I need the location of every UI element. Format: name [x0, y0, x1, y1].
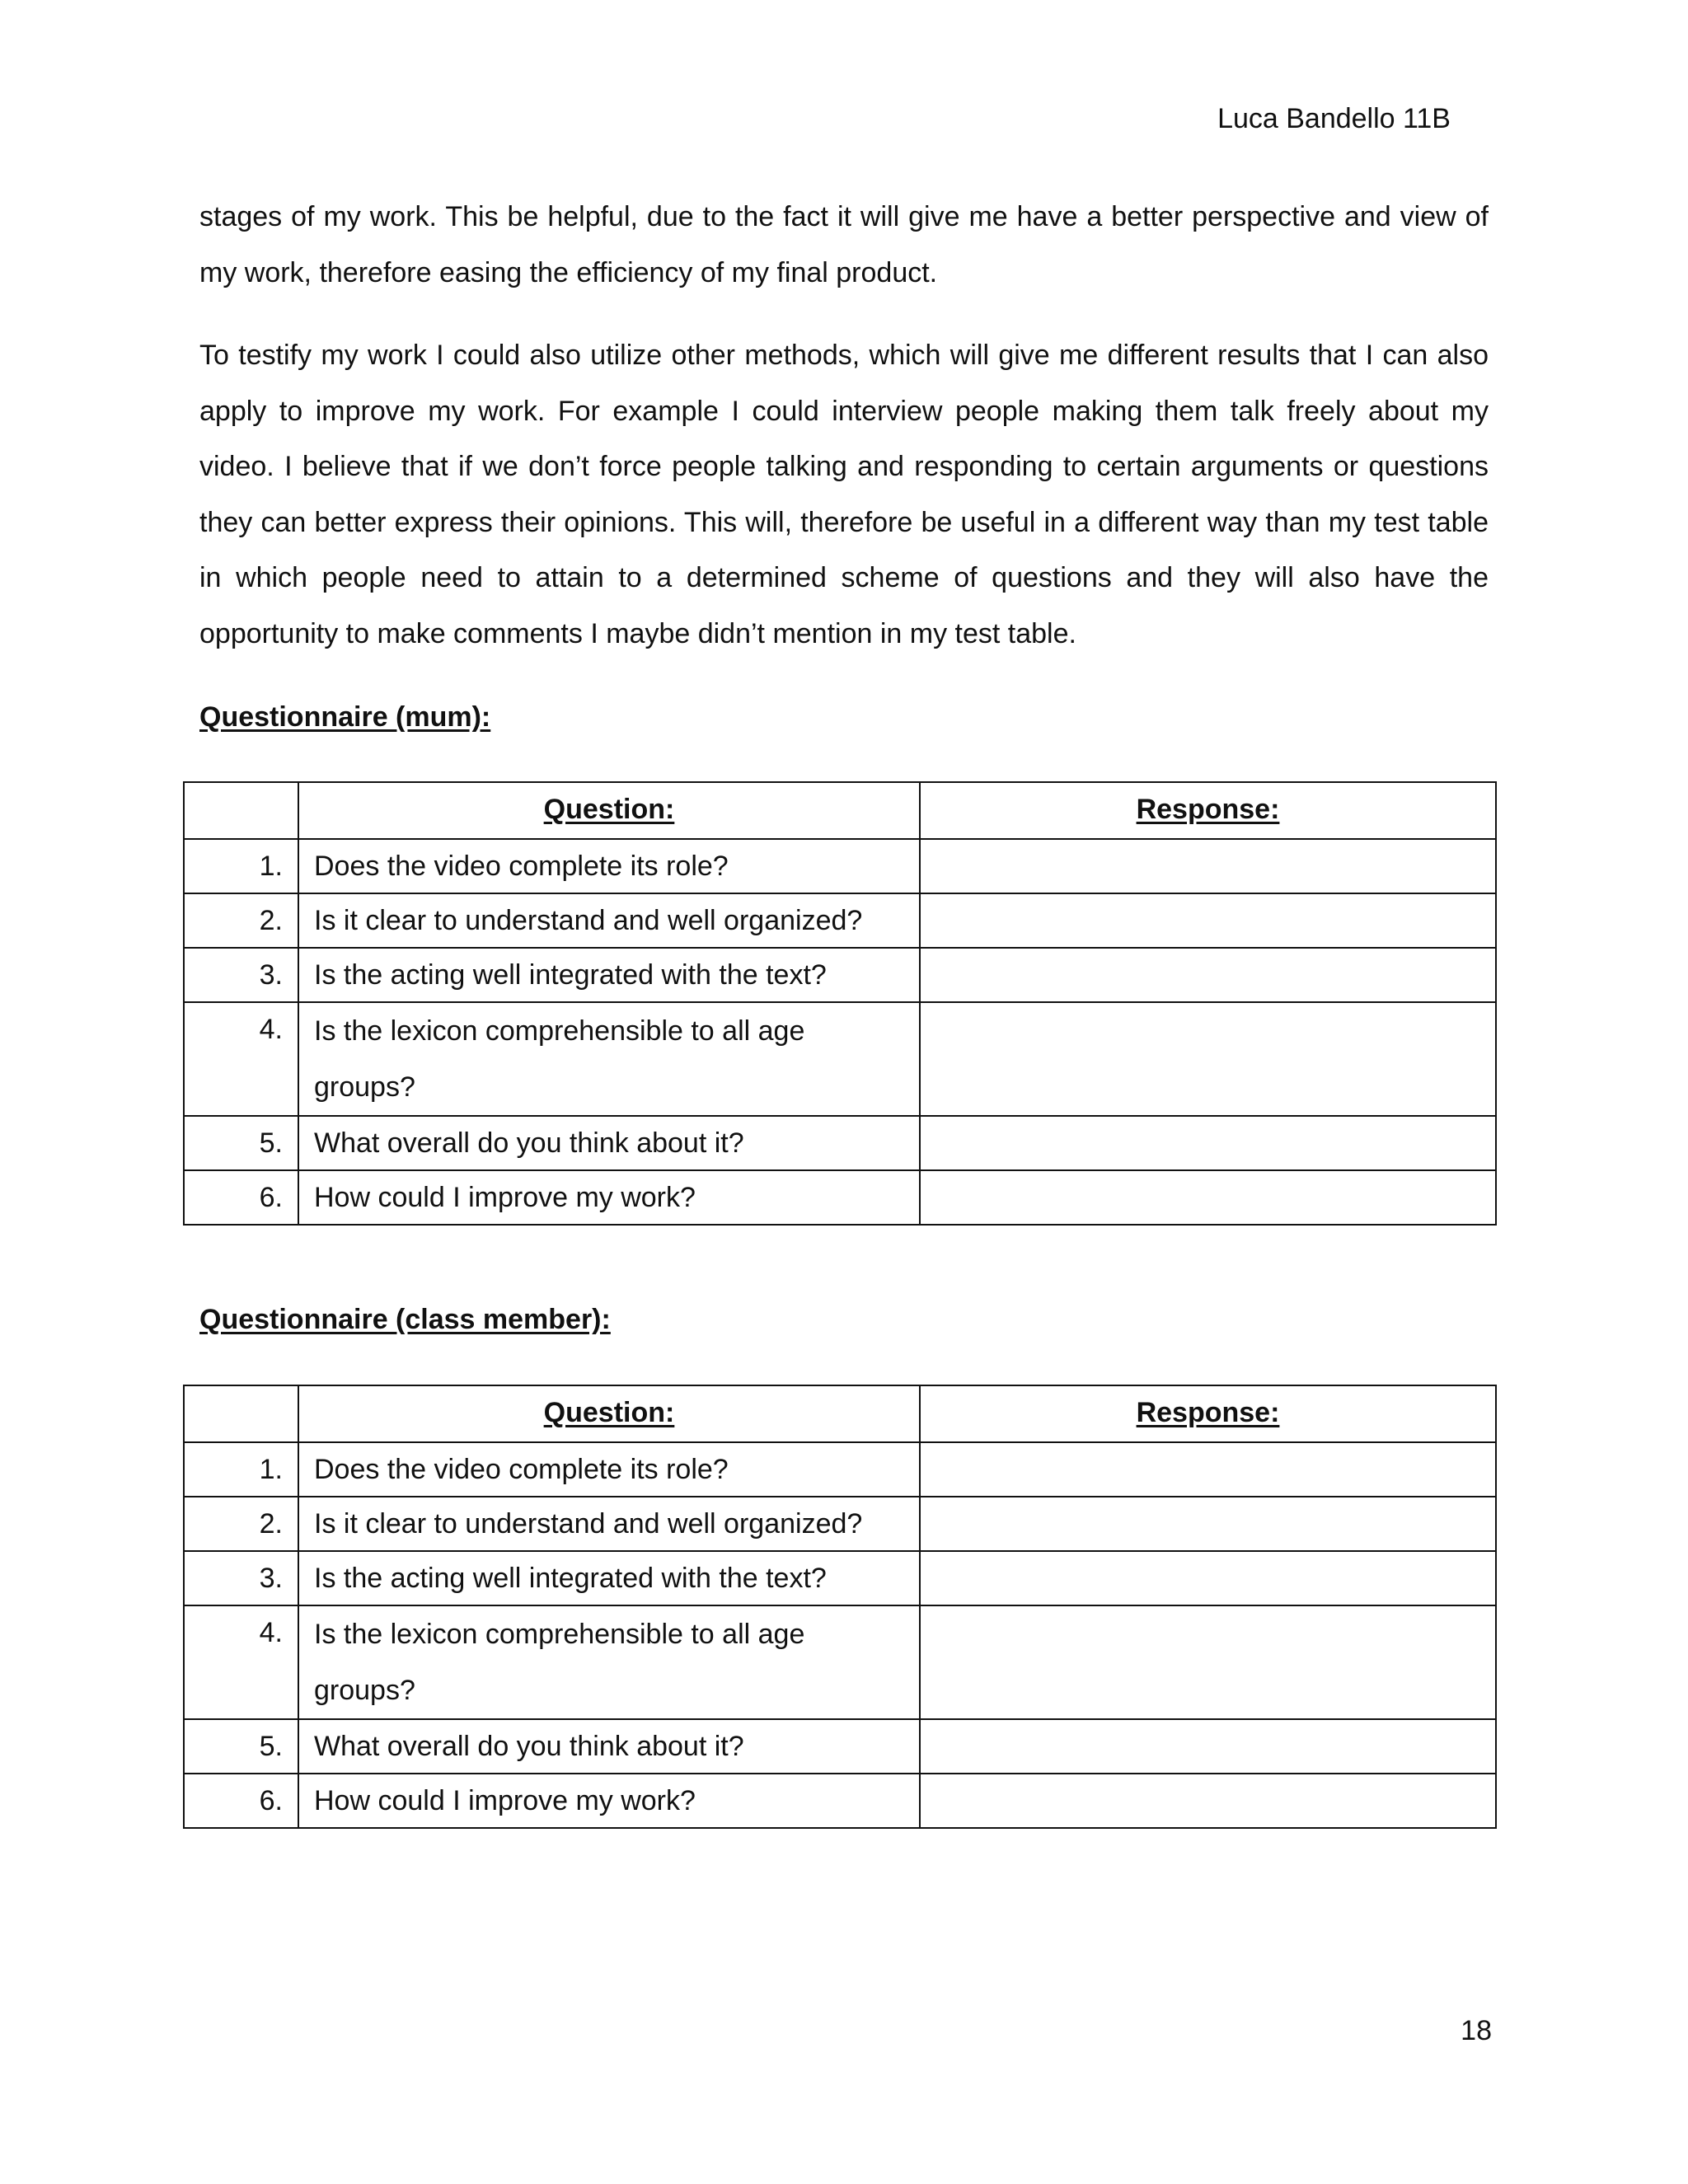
- row-number: 1.: [184, 839, 298, 893]
- header-response-cell: Response:: [920, 1385, 1496, 1442]
- table-header-row: [184, 782, 1496, 839]
- header-question-cell: Question:: [298, 782, 920, 839]
- header-number-cell: [184, 1385, 298, 1442]
- header-response-cell: Response:: [920, 782, 1496, 839]
- page-number: 18: [1461, 2015, 1492, 2046]
- row-question: Is it clear to understand and well organized?: [298, 1497, 920, 1551]
- row-number: 4.: [184, 1605, 298, 1719]
- row-response[interactable]: [920, 1170, 1496, 1225]
- row-response[interactable]: [920, 1116, 1496, 1170]
- row-number: 5.: [184, 1719, 298, 1774]
- row-number: 1.: [184, 1442, 298, 1497]
- row-number: 5.: [184, 1116, 298, 1170]
- row-question: Does the video complete its role?: [298, 839, 920, 893]
- row-question: Is it clear to understand and well organized?: [298, 893, 920, 948]
- row-response[interactable]: [920, 1774, 1496, 1828]
- row-response[interactable]: [920, 1605, 1496, 1719]
- row-question: What overall do you think about it?: [298, 1719, 920, 1774]
- row-response[interactable]: [920, 1497, 1496, 1551]
- row-question: Is the lexicon comprehensible to all age groups?: [298, 1605, 920, 1719]
- row-question: Is the lexicon comprehensible to all age groups?: [298, 1002, 920, 1116]
- table-row: [184, 1170, 1496, 1225]
- questionnaire-class-member-table: [183, 1385, 1497, 1829]
- row-response[interactable]: [920, 1551, 1496, 1605]
- header-author: Luca Bandello 11B: [1217, 103, 1451, 134]
- questionnaire-mum-table: [183, 781, 1497, 1226]
- paragraph-2: To testify my work I could also utilize other methods, which will give me different results that I can also apply to improve my work. For example I could interview people making them talk freely about my video. I believe that if we don’t force people talking and responding to certain arguments or questions they can better express their opinions. This will, therefore be useful in a different way than my test table in which people need to attain to a determined scheme of questions and they will also have the opportunity to make comments I maybe didn’t mention in my test table.: [199, 340, 1489, 649]
- row-question: Does the video complete its role?: [298, 1442, 920, 1497]
- questionnaire-mum-heading: Questionnaire (mum):: [199, 701, 491, 733]
- table-row: [184, 893, 1496, 948]
- row-question: How could I improve my work?: [298, 1170, 920, 1225]
- row-response[interactable]: [920, 1719, 1496, 1774]
- table-row: [184, 1551, 1496, 1605]
- row-response[interactable]: [920, 1442, 1496, 1497]
- table-row: [184, 1116, 1496, 1170]
- row-question: What overall do you think about it?: [298, 1116, 920, 1170]
- table-row: [184, 1719, 1496, 1774]
- table-row: [184, 1605, 1496, 1719]
- row-number: 6.: [184, 1774, 298, 1828]
- paragraph-1: stages of my work. This be helpful, due to the fact it will give me have a better perspective and view of my work, therefore easing the efficiency of my final product.: [199, 201, 1489, 288]
- row-question: Is the acting well integrated with the text?: [298, 1551, 920, 1605]
- questionnaire-class-member-heading: Questionnaire (class member):: [199, 1304, 611, 1335]
- table-row: [184, 1002, 1496, 1116]
- row-number: 2.: [184, 1497, 298, 1551]
- row-response[interactable]: [920, 893, 1496, 948]
- table-row: [184, 1497, 1496, 1551]
- table-row: [184, 1774, 1496, 1828]
- row-number: 2.: [184, 893, 298, 948]
- row-number: 6.: [184, 1170, 298, 1225]
- row-response[interactable]: [920, 839, 1496, 893]
- row-number: 3.: [184, 1551, 298, 1605]
- row-number: 3.: [184, 948, 298, 1002]
- row-number: 4.: [184, 1002, 298, 1116]
- table-header-row: [184, 1385, 1496, 1442]
- table-row: [184, 839, 1496, 893]
- row-response[interactable]: [920, 1002, 1496, 1116]
- row-response[interactable]: [920, 948, 1496, 1002]
- header-question-cell: Question:: [298, 1385, 920, 1442]
- table-row: [184, 948, 1496, 1002]
- row-question: Is the acting well integrated with the text?: [298, 948, 920, 1002]
- table-row: [184, 1442, 1496, 1497]
- header-number-cell: [184, 782, 298, 839]
- row-question: How could I improve my work?: [298, 1774, 920, 1828]
